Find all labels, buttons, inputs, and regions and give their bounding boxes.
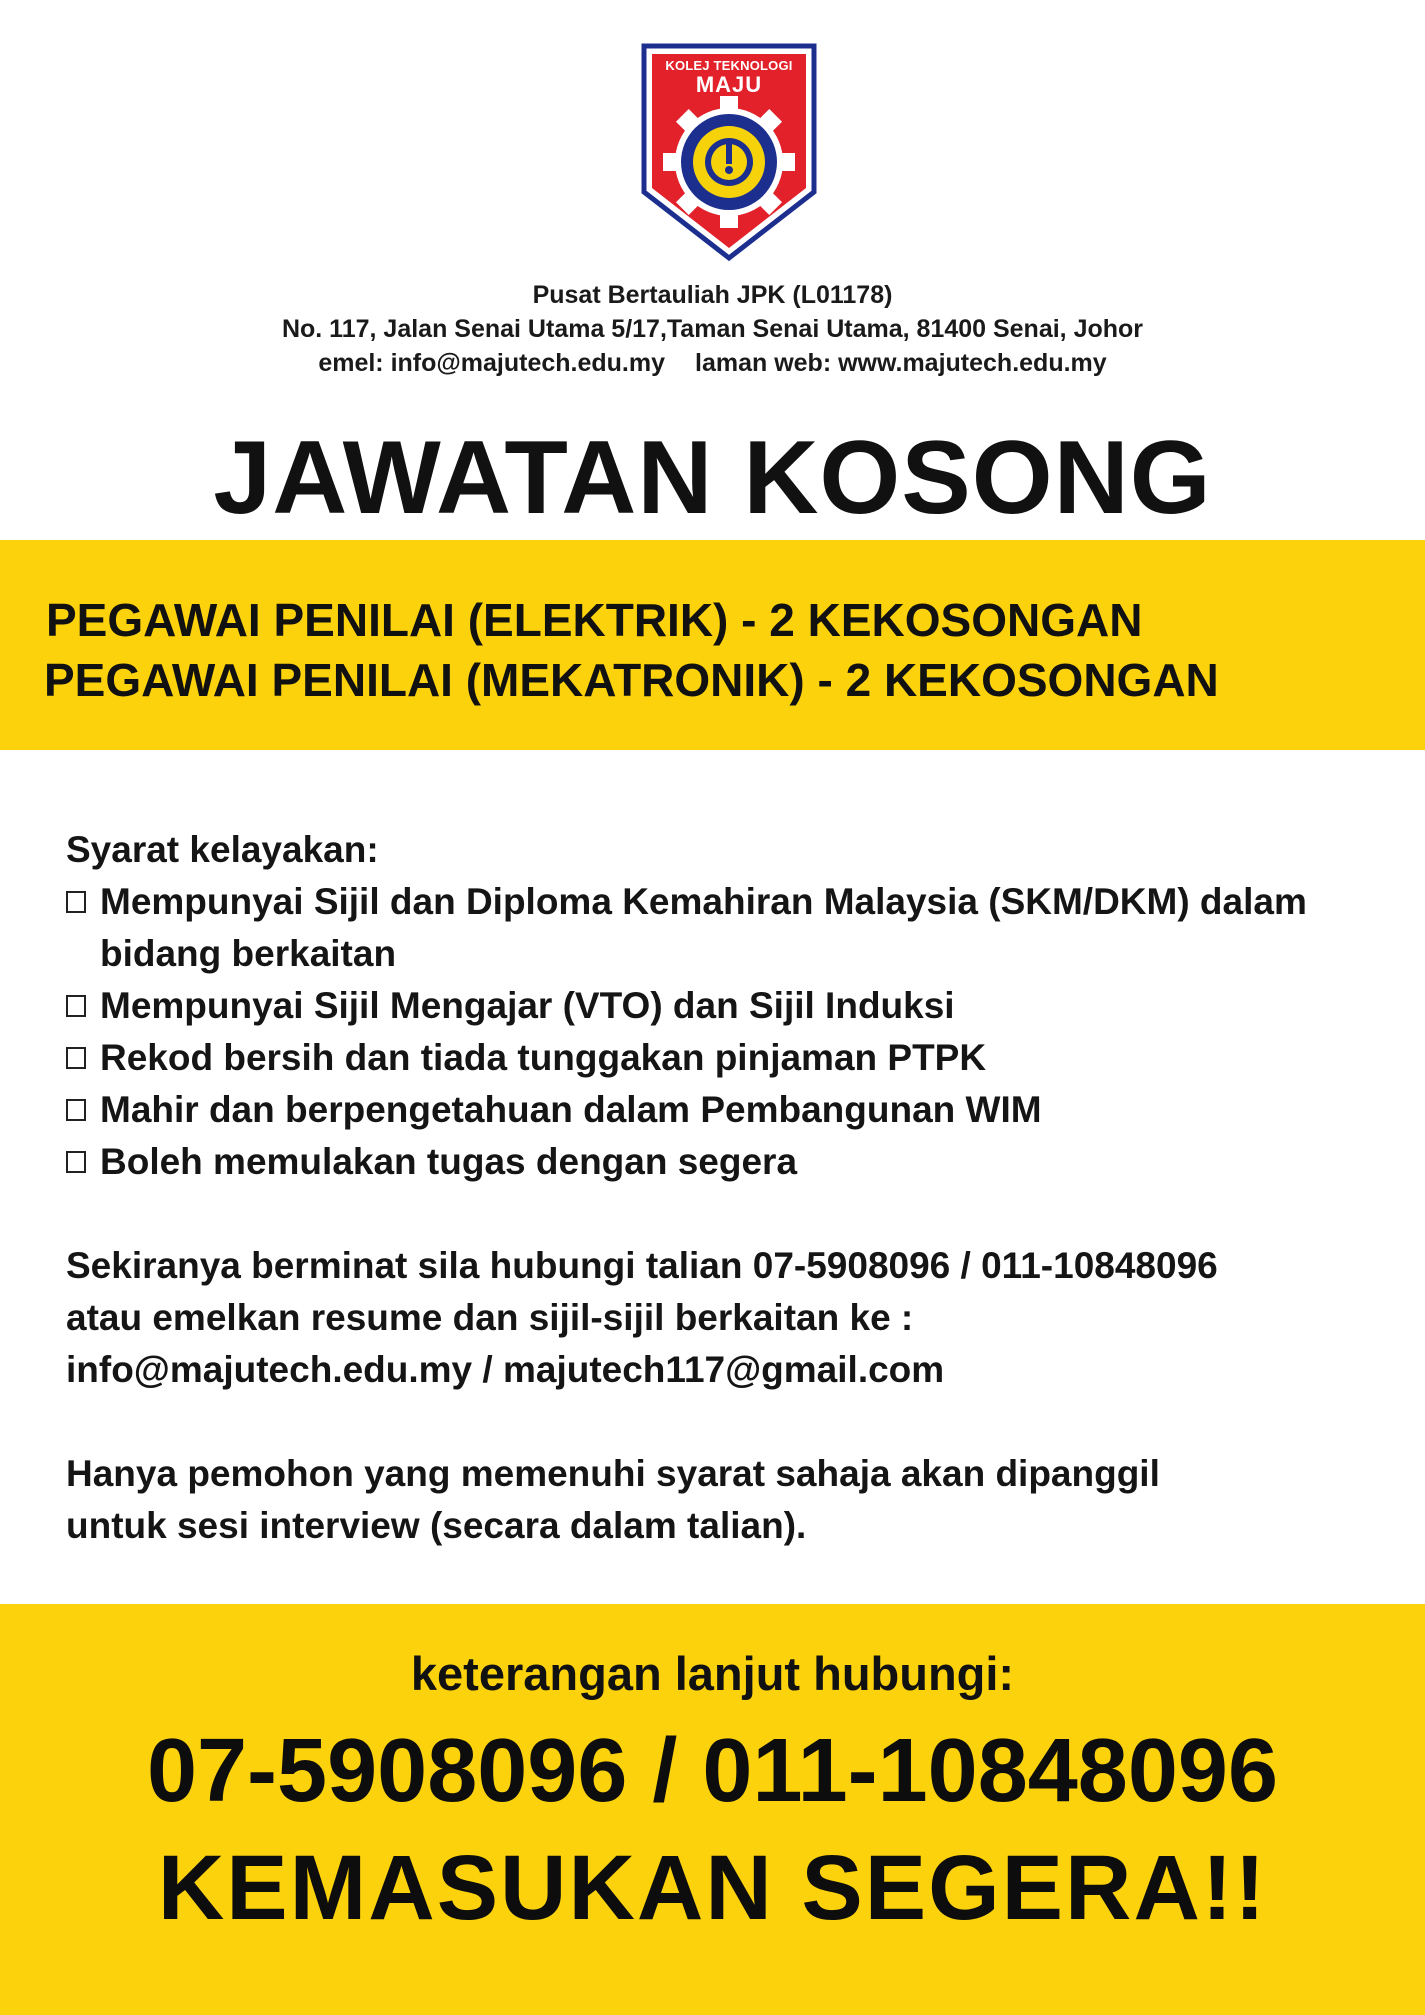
list-item: Mempunyai Sijil dan Diploma Kemahiran Malaysia (SKM/DKM) dalam bidang berkaitan: [66, 876, 1406, 980]
contact-web-line: [0, 346, 1425, 380]
logo-text-main: MAJU: [695, 72, 763, 97]
selection-note: [66, 1448, 1406, 1552]
urgent-intake-text: KEMASUKAN SEGERA!!: [157, 1837, 1268, 1939]
checkbox-icon: [66, 891, 86, 913]
contact-label: keterangan lanjut hubungi:: [410, 1647, 1015, 1700]
application-instructions: [66, 1240, 1406, 1396]
college-address: [0, 278, 1425, 380]
position-mechatronics: PEGAWAI PENILAI (MEKATRONIK) - 2 KEKOSONGAN: [44, 654, 1219, 706]
logo-text-top: KOLEJ TEKNOLOGI: [665, 58, 793, 73]
checkbox-icon: [66, 1099, 86, 1121]
note-line-2: untuk sesi interview (secara dalam talian).: [66, 1505, 807, 1546]
positions-banner: [0, 540, 1425, 750]
list-item: Mempunyai Sijil Mengajar (VTO) dan Sijil Induksi: [66, 980, 1406, 1032]
requirements-section: [66, 824, 1406, 1552]
position-electrical: PEGAWAI PENILAI (ELEKTRIK) - 2 KEKOSONGAN: [46, 594, 1143, 646]
contact-banner: [0, 1604, 1425, 2015]
list-item: Boleh memulakan tugas dengan segera: [66, 1136, 1406, 1188]
shield-emblem-icon: [640, 42, 818, 262]
checkbox-icon: [66, 995, 86, 1017]
checkbox-icon: [66, 1151, 86, 1173]
apply-line-1: Sekiranya berminat sila hubungi talian 07-5908096 / 011-10848096: [66, 1245, 1218, 1286]
website-text: laman web: www.majutech.edu.my: [695, 349, 1107, 377]
college-logo: [640, 42, 818, 262]
requirements-list: [66, 876, 1406, 1188]
apply-line-2: atau emelkan resume dan sijil-sijil berkaitan ke :: [66, 1297, 914, 1338]
list-item: Mahir dan berpengetahuan dalam Pembangunan WIM: [66, 1084, 1406, 1136]
apply-emails: info@majutech.edu.my / majutech117@gmail.com: [66, 1349, 945, 1390]
checkbox-icon: [66, 1047, 86, 1069]
contact-phone-numbers: 07-5908096 / 011-10848096: [146, 1721, 1279, 1821]
page-title: JAWATAN KOSONG: [213, 420, 1212, 536]
accreditation-line: Pusat Bertauliah JPK (L01178): [532, 281, 893, 309]
requirements-heading: Syarat kelayakan:: [66, 829, 379, 870]
street-address: No. 117, Jalan Senai Utama 5/17,Taman Senai Utama, 81400 Senai, Johor: [281, 315, 1144, 343]
note-line-1: Hanya pemohon yang memenuhi syarat sahaja akan dipanggil: [66, 1453, 1160, 1494]
list-item: Rekod bersih dan tiada tunggakan pinjaman PTPK: [66, 1032, 1406, 1084]
email-text: emel: info@majutech.edu.my: [318, 349, 665, 377]
